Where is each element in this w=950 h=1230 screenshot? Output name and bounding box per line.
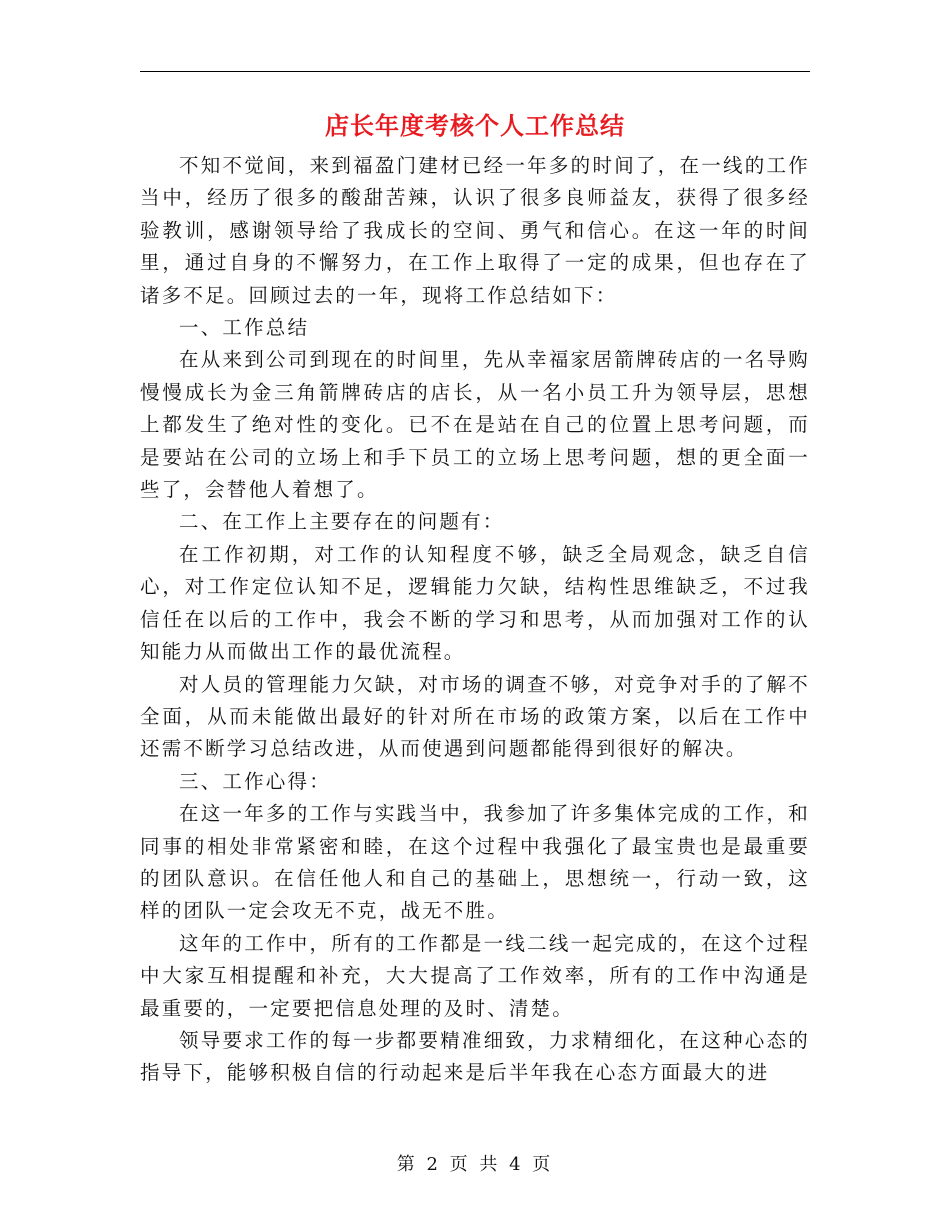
section-heading-work-summary: 一、工作总结 (179, 316, 310, 340)
paragraph-problem-cognition: 在工作初期，对工作的认知程度不够，缺乏全局观念，缺乏自信心，对工作定位认知不足，逻辑能力欠缺，结构性思维缺乏，不过我信任在以后的工作中，我会不断的学习和思考，从而加强对工作的认知能力从而做出工作的最优流程。 (140, 542, 810, 664)
section-heading-experience: 三、工作心得： (179, 769, 331, 793)
paragraph-experience-teamwork: 在这一年多的工作与实践当中，我参加了许多集体完成的工作，和同事的相处非常紧密和睦，在这个过程中我强化了最宝贵也是最重要的团队意识。在信任他人和自己的基础上，思想统一，行动一致，这样的团队一定会攻无不克，战无不胜。 (140, 802, 810, 923)
header-rule (140, 71, 810, 72)
document-title: 店长年度考核个人工作总结 (325, 111, 625, 140)
page-number-footer: 第 2 页 共 4 页 (396, 1154, 554, 1175)
section-heading-problems: 二、在工作上主要存在的问题有： (179, 510, 505, 534)
document-body (140, 150, 810, 1090)
paragraph-problem-management: 对人员的管理能力欠缺，对市场的调查不够，对竞争对手的了解不全面，从而未能做出最好的针对所在市场的政策方案，以后在工作中还需不断学习总结改进，从而使遇到问题都能得到很好的解决。 (140, 672, 810, 761)
paragraph-work-summary: 在从来到公司到现在的时间里，先从幸福家居箭牌砖店的一名导购慢慢成长为金三角箭牌砖店的店长，从一名小员工升为领导层，思想上都发生了绝对性的变化。已不在是站在自己的位置上思考问题，而是要站在公司的立场上和手下员工的立场上思考问题，想的更全面一些了，会替他人着想了。 (140, 348, 810, 502)
paragraph-experience-precision: 领导要求工作的每一步都要精准细致，力求精细化，在这种心态的指导下，能够积极自信的行动起来是后半年我在心态方面最大的进 (140, 1028, 810, 1085)
paragraph-experience-communication: 这年的工作中，所有的工作都是一线二线一起完成的，在这个过程中大家互相提醒和补充，大大提高了工作效率，所有的工作中沟通是最重要的，一定要把信息处理的及时、清楚。 (140, 931, 810, 1020)
paragraph-intro: 不知不觉间，来到福盈门建材已经一年多的时间了，在一线的工作当中，经历了很多的酸甜苦辣，认识了很多良师益友，获得了很多经验教训，感谢领导给了我成长的空间、勇气和信心。在这一年的时间里，通过自身的不懈努力，在工作上取得了一定的成果，但也存在了诸多不足。回顾过去的一年，现将工作总结如下： (140, 154, 810, 307)
